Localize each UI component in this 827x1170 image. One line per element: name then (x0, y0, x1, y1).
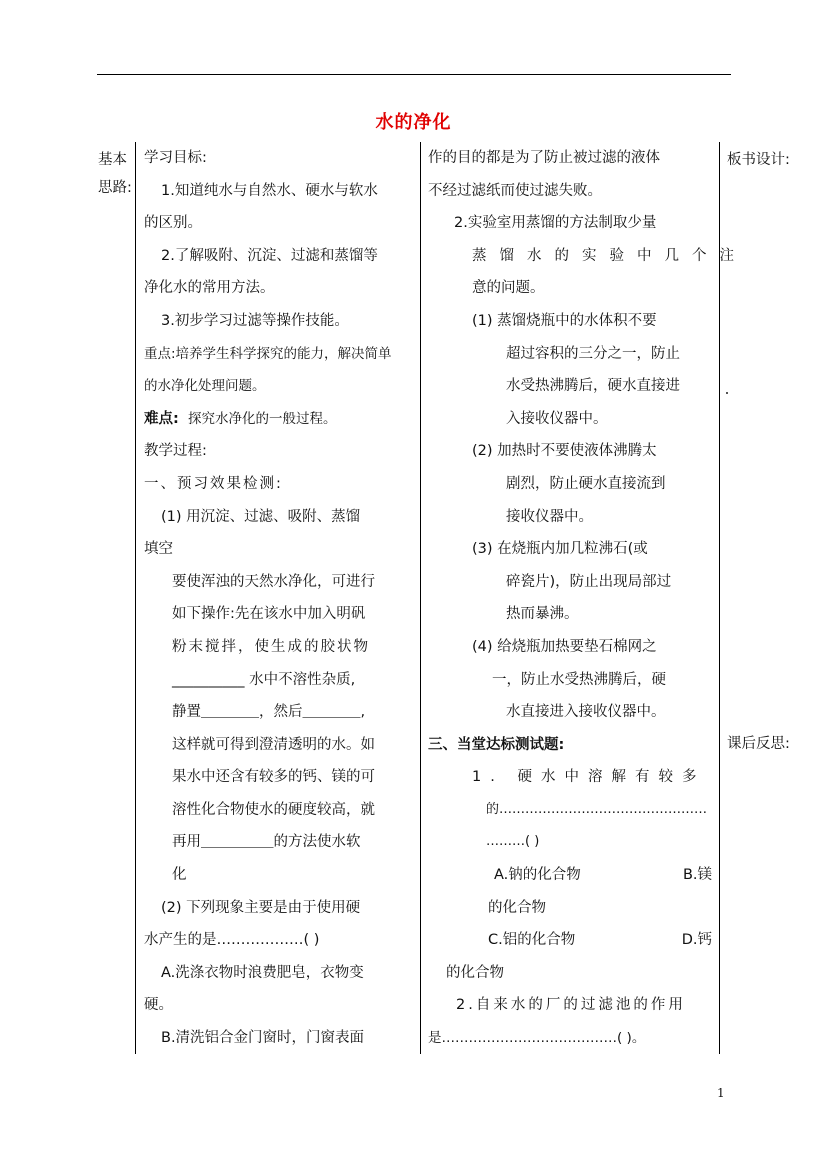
text-line (428, 924, 716, 957)
text-line: 这样就可得到澄清透明的水。如 (172, 736, 375, 753)
text-line: (1) 用沉淀、过滤、吸附、蒸馏 (161, 508, 361, 525)
text-line: 超过容积的三分之一，防止 (506, 345, 680, 362)
text-line: 接收仪器中。 (506, 508, 593, 525)
text-line: 静置＿＿＿＿，然后＿＿＿＿, (172, 704, 366, 721)
option-a: A.钠的化合物 (494, 867, 581, 884)
text-line: 2.自来水的厂的过滤池的作用 (456, 997, 686, 1014)
option-b: B.镁 (682, 867, 712, 884)
text-line: 化 (172, 867, 187, 884)
text-line: 粉末搅拌，使生成的胶状物 (172, 638, 370, 655)
text-line: 重点:培养学生科学探究的能力，解决简单 (144, 345, 392, 362)
text-line: 的………………………………………… (486, 801, 708, 817)
text-line: 意的问题。 (472, 280, 545, 297)
text-line (144, 403, 416, 436)
page-title: 水的净化 (375, 112, 452, 133)
difficulty-text: 探究水净化的一般过程。 (188, 410, 337, 427)
basic-approach-label: 基本 思路: (98, 152, 132, 196)
text-line: (3) 在烧瓶内加几粒沸石(或 (472, 541, 648, 558)
text-line: B.清洗铝合金门窗时，门窗表面 (161, 1030, 365, 1047)
column-divider-1 (135, 142, 136, 1054)
column-divider-3 (719, 142, 720, 1054)
section-heading: 三、当堂达标测试题: (428, 736, 565, 753)
text-line: (1) 蒸馏烧瓶中的水体积不要 (472, 312, 657, 329)
text-line: 再用＿＿＿＿＿的方法使水软 (172, 834, 361, 851)
text-line: 的化合物 (446, 964, 504, 981)
text-line: 水受热沸腾后，硬水直接进 (506, 378, 680, 395)
text-line: 入接收仪器中。 (506, 410, 608, 427)
text-line: 如下操作:先在该水中加入明矾 (172, 606, 366, 623)
text-line: 果水中还含有较多的钙、镁的可 (172, 769, 375, 786)
content-column-1 (144, 142, 416, 1055)
text-line: 3.初步学习过滤等操作技能。 (161, 312, 349, 329)
column-divider-2 (420, 142, 421, 1054)
text-line (428, 859, 716, 892)
text-line: 剧烈，防止硬水直接流到 (506, 475, 666, 492)
text-line: 要使浑浊的天然水净化，可进行 (172, 573, 375, 590)
section-heading: 学习目标: (144, 150, 207, 166)
text-line: (2) 下列现象主要是由于使用硬 (161, 899, 361, 916)
text-line: 不经过滤纸而使过滤失败。 (428, 182, 602, 199)
text-line: (4) 给烧瓶加热要垫石棉网之 (472, 638, 657, 655)
text-line: 净化水的常用方法。 (144, 280, 275, 297)
text-line: 作的目的都是为了防止被过滤的液体 (428, 150, 660, 166)
text-line: 硬。 (144, 997, 173, 1014)
text-line: 一、预习效果检测: (144, 475, 283, 492)
option-d: D.钙 (681, 932, 712, 949)
text-line: A.洗涤衣物时浪费肥皂，衣物变 (161, 964, 364, 981)
text-line: 一，防止水受热沸腾后，硬 (492, 671, 666, 688)
text-line: ………( ) (486, 834, 540, 850)
text-line: __________ 水中不溶性杂质, (172, 671, 356, 688)
text-line: 水直接进入接收仪器中。 (506, 704, 666, 721)
reflection-label: 课后反思: (727, 736, 790, 752)
text-line: 的水净化处理问题。 (144, 378, 266, 395)
difficulty-label: 难点: (144, 410, 179, 427)
text-line: 的区别。 (144, 215, 202, 232)
stray-dot (726, 392, 728, 394)
text-line: 水产生的是………………( ) (144, 932, 320, 949)
text-line: 1.知道纯水与自然水、硬水与软水 (161, 182, 378, 199)
text-line: 2.实验室用蒸馏的方法制取少量 (454, 215, 657, 232)
content-column-2 (428, 142, 747, 1055)
text-line: 2.了解吸附、沉淀、过滤和蒸馏等 (161, 247, 378, 264)
board-design-label: 板书设计: (727, 152, 790, 168)
text-line: 热而暴沸。 (506, 606, 579, 623)
text-line: 1. 硬水中溶解有较多 (472, 769, 706, 786)
text-line: 填空 (144, 541, 173, 558)
text-line: 的化合物 (488, 899, 546, 916)
text-line: 是…………………………………( )。 (428, 1030, 646, 1047)
text-line: (2) 加热时不要使液体沸腾太 (472, 443, 657, 460)
text-line: 蒸馏水的实验中几个注 (472, 247, 747, 264)
page-number: 1 (717, 1086, 725, 1100)
option-c: C.铝的化合物 (488, 932, 576, 949)
section-heading: 教学过程: (144, 443, 207, 460)
header-rule (97, 74, 731, 75)
text-line: 溶性化合物使水的硬度较高，就 (172, 801, 375, 818)
text-line: 碎瓷片)，防止出现局部过 (506, 573, 672, 590)
